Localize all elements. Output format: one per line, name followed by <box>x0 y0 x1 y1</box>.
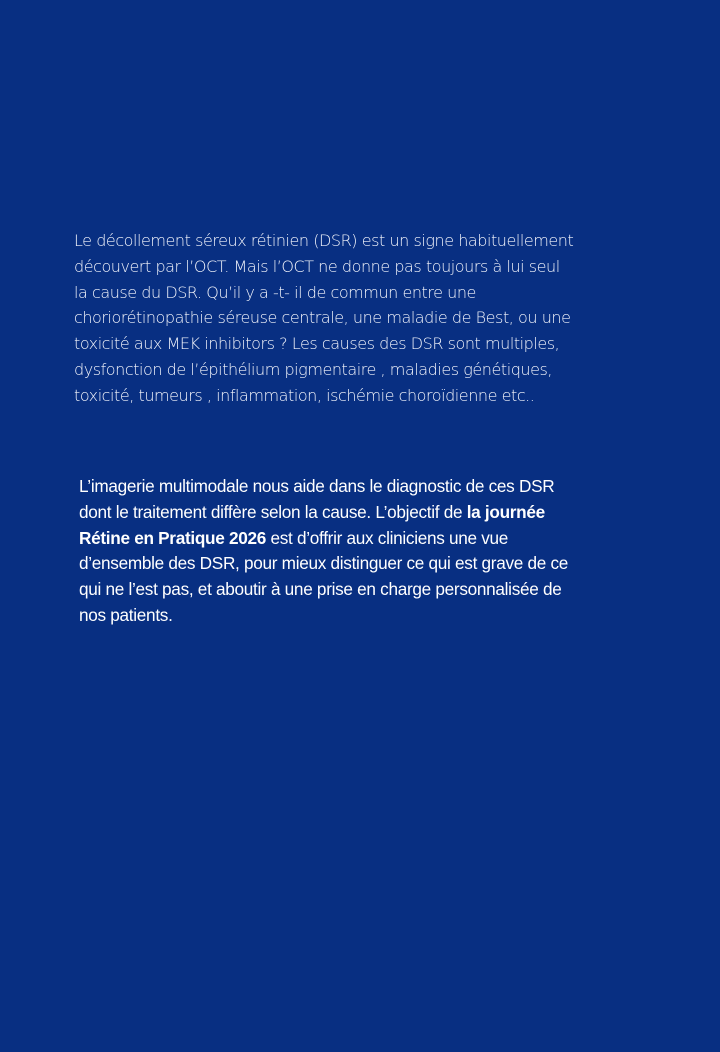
intro-line: la cause du DSR. Qu’il y a -t- il de commun entre une <box>74 282 476 302</box>
objective-text: est d’offrir aux cliniciens une vue <box>266 527 509 548</box>
intro-paragraph <box>74 228 664 409</box>
event-name-highlight: la journée <box>466 501 545 522</box>
objective-text: dont le traitement diffère selon la cause. L’objectif de <box>79 501 467 522</box>
intro-line: Le décollement séreux rétinien (DSR) est un signe habituellement <box>74 231 574 250</box>
objective-line: d’ensemble des DSR, pour mieux distinguer ce qui est grave de ce <box>79 553 569 574</box>
event-name-highlight: Rétine en Pratique 2026 <box>79 527 267 548</box>
objective-line: L’imagerie multimodale nous aide dans le diagnostic de ces DSR <box>79 476 555 496</box>
objective-line: nos patients. <box>79 604 173 625</box>
intro-line: toxicité, tumeurs , inflammation, ischémie choroïdienne etc.. <box>74 385 535 405</box>
objective-line <box>79 526 679 552</box>
intro-line: choriorétinopathie séreuse centrale, une maladie de Best, ou une <box>74 308 571 328</box>
objective-line: qui ne l’est pas, et aboutir à une prise en charge personnalisée de <box>79 579 562 600</box>
intro-line: dysfonction de l’épithélium pigmentaire , maladies génétiques, <box>74 359 553 379</box>
objective-line <box>79 500 679 526</box>
intro-line: toxicité aux MEK inhibitors ? Les causes des DSR sont multiples, <box>74 334 560 354</box>
objective-paragraph <box>79 474 679 629</box>
intro-line: découvert par l’OCT. Mais l’OCT ne donne pas toujours à lui seul <box>74 256 560 276</box>
